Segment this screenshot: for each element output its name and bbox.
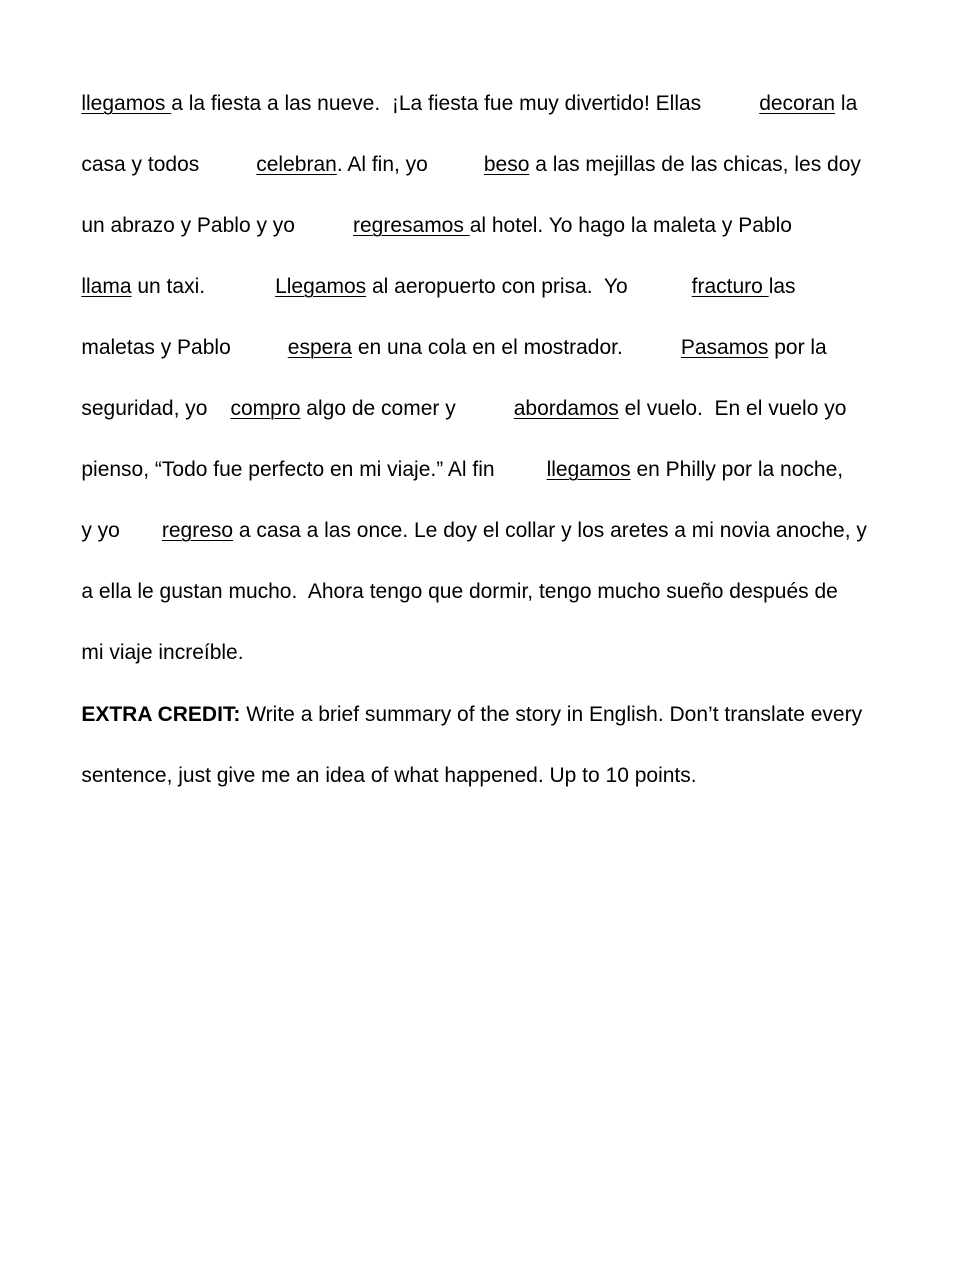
answer-regreso: regreso	[161, 519, 234, 542]
story-text: en una cola en el mostrador.	[351, 336, 623, 359]
answer-llegamos-3: llegamos	[546, 458, 631, 481]
answer-regresamos: regresamos	[352, 214, 470, 237]
story-line-1	[58, 59, 858, 115]
answer-llegamos: llegamos	[81, 92, 172, 115]
story-line-6	[58, 364, 847, 420]
extra-credit-text: sentence, just give me an idea of what happened. Up to 10 points.	[81, 764, 697, 787]
answer-decoran: decoran	[759, 92, 836, 115]
story-text: a ella le gustan mucho. Ahora tengo que dormir, tengo mucho sueño después de	[81, 580, 838, 603]
story-line-10	[58, 608, 244, 664]
answer-beso: beso	[483, 153, 530, 176]
answer-llama: llama	[81, 275, 132, 298]
story-line-4	[58, 242, 796, 298]
story-text: un abrazo y Pablo y yo	[81, 214, 295, 237]
story-text: a casa a las once. Le doy el collar y los aretes a mi novia anoche, y	[233, 519, 867, 542]
story-text: el vuelo. En el vuelo yo	[618, 397, 847, 420]
story-text: en Philly por la noche,	[630, 458, 844, 481]
story-text: casa y todos	[81, 153, 200, 176]
story-line-9	[58, 547, 838, 603]
story-text: . Al fin, yo	[336, 153, 428, 176]
story-text: y yo	[81, 519, 120, 542]
story-text: a las mejillas de las chicas, les doy	[529, 153, 861, 176]
answer-espera: espera	[287, 336, 352, 359]
extra-credit-line-2	[58, 731, 697, 787]
story-line-7	[58, 425, 844, 481]
answer-fracturo: fracturo	[691, 275, 769, 298]
story-text: pienso, “Todo fue perfecto en mi viaje.” Al fin	[81, 458, 495, 481]
story-text: las	[768, 275, 796, 298]
answer-compro: compro	[230, 397, 301, 420]
story-text: seguridad, yo	[81, 397, 208, 420]
story-line-3	[58, 181, 792, 237]
story-text: al aeropuerto con prisa. Yo	[366, 275, 628, 298]
story-text: algo de comer y	[300, 397, 456, 420]
story-text: mi viaje increíble.	[81, 641, 244, 664]
answer-llegamos-2: Llegamos	[275, 275, 367, 298]
story-text: maletas y Pablo	[81, 336, 231, 359]
extra-credit-label: EXTRA CREDIT:	[81, 703, 241, 726]
story-text: a la fiesta a las nueve. ¡La fiesta fue muy divertido! Ellas	[171, 92, 702, 115]
story-text: por la	[768, 336, 827, 359]
answer-celebran: celebran	[256, 153, 337, 176]
story-line-2	[58, 120, 861, 176]
extra-credit-line-1	[58, 670, 863, 726]
answer-pasamos: Pasamos	[680, 336, 769, 359]
story-text: un taxi.	[131, 275, 206, 298]
extra-credit-text: Write a brief summary of the story in English. Don’t translate every	[240, 703, 863, 726]
story-text: la	[835, 92, 858, 115]
story-line-5	[58, 303, 827, 359]
story-text: al hotel. Yo hago la maleta y Pablo	[469, 214, 792, 237]
story-line-8	[58, 486, 867, 542]
answer-abordamos: abordamos	[513, 397, 619, 420]
